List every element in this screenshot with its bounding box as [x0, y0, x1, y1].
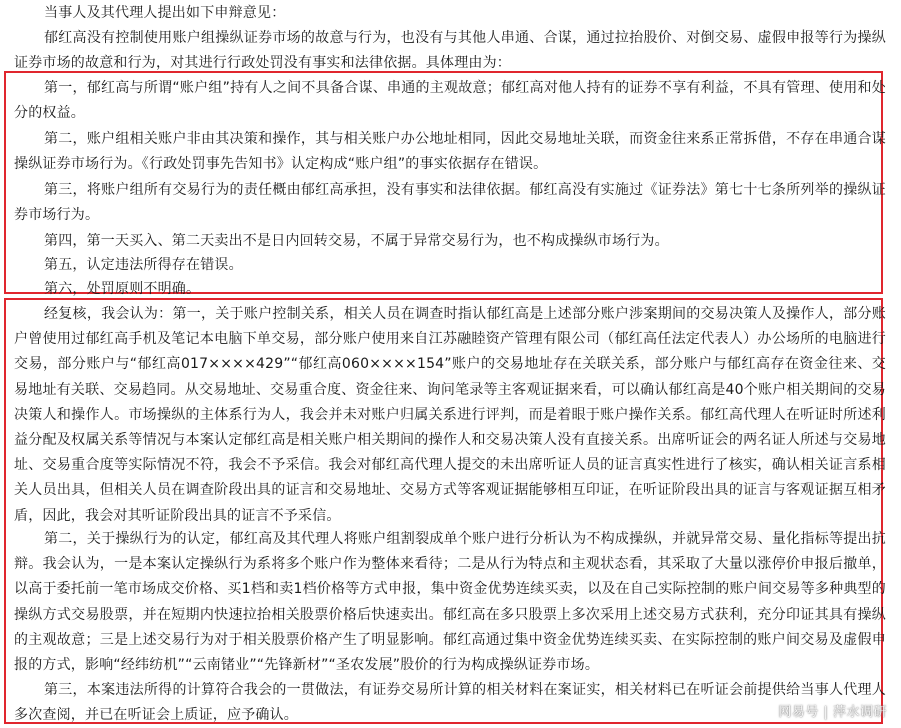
review-point-3: 第三，本案违法所得的计算符合我会的一贯做法，有证券交易所计算的相关材料在案证实，相关材料已在听证会前提供给当事人代理人多次查阅，并已在听证会上质证，应予确认。 — [14, 682, 886, 724]
review-point-1: 经复核，我会认为：第一，关于账户控制关系，相关人员在调查时指认郁红高是上述部分账户涉案期间的交易决策人及操作人，部分账户曾使用过郁红高手机及笔记本电脑下单交易，部分账户使用来自江苏融睦资产管理有限公司（郁红高任法定代表人）办公场所的电脑进行交易，部分账户与“郁红高017××××429”“郁红高060××××154”账户的交易地址存在关联关系，部分账户与郁红高存在资金往来、交易地址有关联、交易趋同。从交易地址、交易重合度、资金往来、询问笔录等主客观证据来看，可以确认郁红高是40个账户相关期间的交易决策人和操作人。市场操纵的主体系行为人，我会并未对账户归属关系进行评判，而是着眼于账户操作关系。郁红高代理人在听证时所述利益分配及权属关系等情况与本案认定郁红高是相关账户相关期间的操作人和交易决策人没有直接关系。出席听证会的两名证人所述与交易地址、交易重合度等实际情况不符，我会不予采信。我会对郁红高代理人提交的未出席听证人员的证言真实性进行了核实，确认相关证言系相关人员出具，但相关人员在调查阶段出具的证言和交易地址、交易方式等客观证据能够相互印证，在听证阶段出具的证言与客观证据互相矛盾，因此，我会对其听证阶段出具的证言不予采信。 — [14, 306, 886, 524]
intro-paragraph: 当事人及其代理人提出如下申辩意见： — [44, 5, 286, 21]
defense-point-1: 第一，郁红高与所谓“账户组”持有人之间不具备合谋、串通的主观故意；郁红高对他人持有的证券不享有利益，不具有管理、使用和处分的权益。 — [14, 80, 886, 122]
defense-point-5: 第五，认定违法所得存在错误。 — [44, 257, 243, 273]
defense-point-4: 第四，第一天买入、第二天卖出不是日内回转交易，不属于异常交易行为，也不构成操纵市场行为。 — [44, 233, 669, 249]
review-point-2: 第二，关于操纵行为的认定，郁红高及其代理人将账户组割裂成单个账户进行分析认为不构成操纵，并就异常交易、量化指标等提出抗辩。我会认为，一是本案认定操纵行为系将多个账户作为整体来看待；二是从行为特点和主观状态看，其采取了大量以涨停价申报后撤单，以高于委托前一笔市场成交价格、买1档和卖1档价格等方式申报，集中资金优势连续买卖，以及在自己实际控制的账户间交易等多种典型的操纵方式交易股票，并在短期内快速拉抬相关股票价格后快速卖出。郁红高在多只股票上多次采用上述交易方式获利，充分印证其具有操纵的主观故意；三是上述交易行为对于相关股票价格产生了明显影响。郁红高通过集中资金优势连续买卖、在实际控制的账户间交易及虚假申报的方式，影响“经纬纺机”“云南锗业”“先锋新材”“圣农发展”股价的行为构成操纵证券市场。 — [14, 531, 886, 674]
watermark-logo: 网易号 | 萍水调研 — [778, 705, 887, 720]
summary-paragraph: 郁红高没有控制使用账户组操纵证券市场的故意与行为，也没有与其他人串通、合谋，通过拉抬股价、对倒交易、虚假申报等行为操纵证券市场的故意和行为，对其进行行政处罚没有事实和法律依据。具体理由为： — [14, 30, 886, 72]
defense-point-3: 第三，将账户组所有交易行为的责任概由郁红高承担，没有事实和法律依据。郁红高没有实施过《证券法》第七十七条所列举的操纵证券市场行为。 — [14, 182, 886, 224]
defense-point-2: 第二，账户组相关账户非由其决策和操作，其与相关账户办公地址相同，因此交易地址关联，而资金往来系正常拆借，不存在串通合谋操纵证券市场行为。《行政处罚事先告知书》认定构成“账户组”的事实依据存在错误。 — [14, 131, 886, 173]
defense-point-6: 第六，处罚原则不明确。 — [44, 281, 201, 297]
